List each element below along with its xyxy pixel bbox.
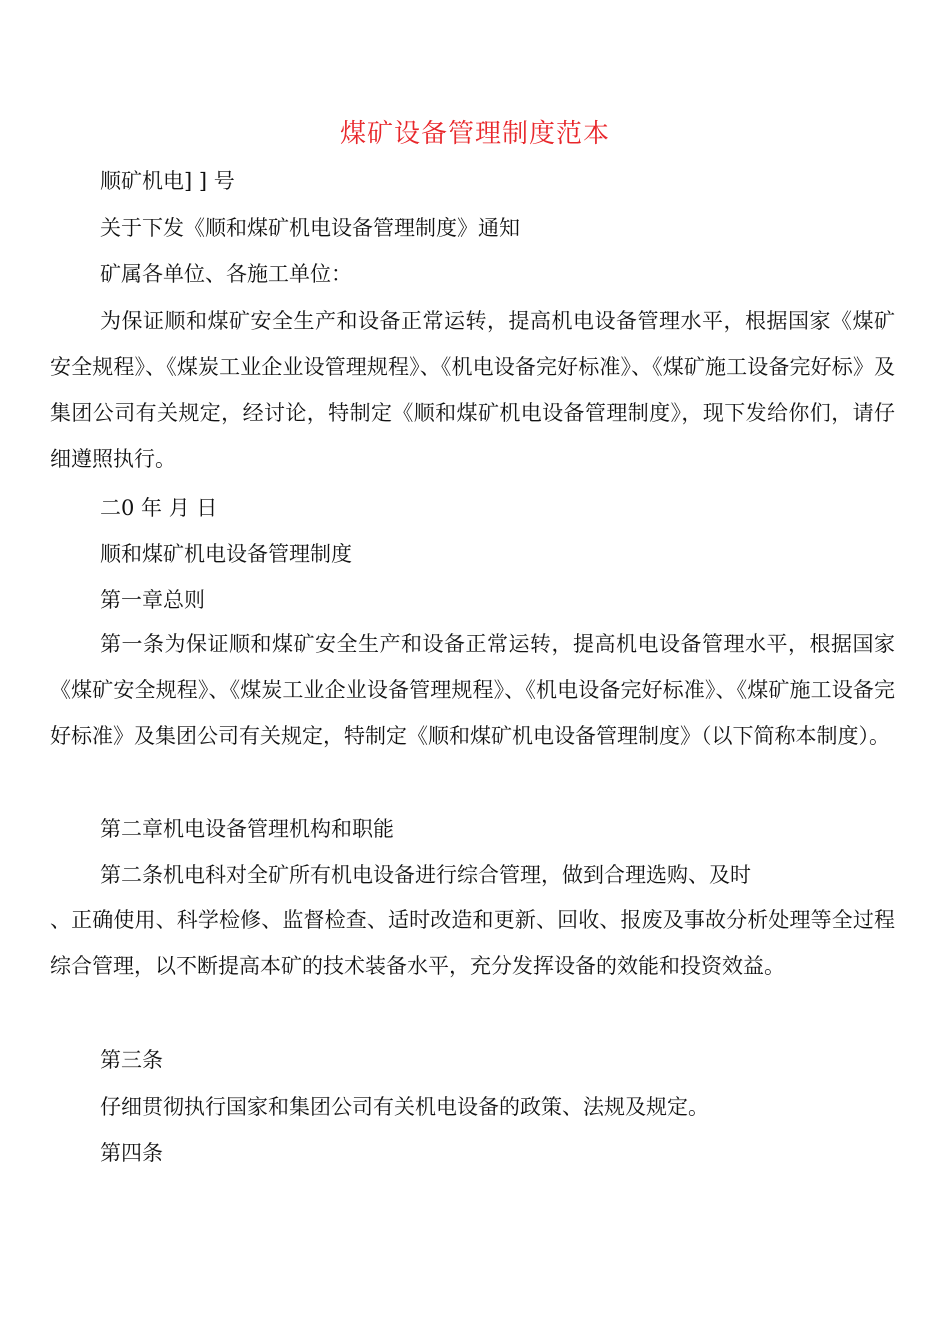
date-line: 二0 年 月 日 [100, 496, 218, 520]
article-2-first-line: 第二条机电科对全矿所有机电设备进行综合管理，做到合理选购、及时 [100, 863, 751, 887]
article-3-heading: 第三条 [100, 1048, 163, 1072]
chapter-heading-1: 第一章总则 [100, 588, 205, 612]
regulation-title: 顺和煤矿机电设备管理制度 [100, 542, 352, 566]
document-title: 煤矿设备管理制度范本 [339, 119, 610, 149]
article-2-continuation: 、正确使用、科学检修、监督检查、适时改造和更新、回收、报废及事故分析处理等全过程综合管理，以不断提高本矿的技术装备水平，充分发挥设备的效能和投资效益。 [50, 908, 895, 978]
chapter-heading-2: 第二章机电设备管理机构和职能 [100, 817, 394, 841]
intro-paragraph: 为保证顺和煤矿安全生产和设备正常运转，提高机电设备管理水平，根据国家《煤矿安全规程》、《煤炭工业企业设管理规程》、《机电设备完好标准》、《煤矿施工设备完好标》及集团公司有关规定，经讨论，特制定《顺和煤矿机电设备管理制度》，现下发给你们，请仔细遵照执行。 [50, 309, 895, 471]
notice-title: 关于下发《顺和煤矿机电设备管理制度》通知 [100, 216, 520, 240]
article-1-paragraph: 第一条为保证顺和煤矿安全生产和设备正常运转，提高机电设备管理水平，根据国家《煤矿安全规程》、《煤炭工业企业设备管理规程》、《机电设备完好标准》、《煤矿施工设备完好标准》及集团公司有关规定，特制定《顺和煤矿机电设备管理制度》（以下简称本制度）。 [50, 632, 895, 748]
article-3-text: 仔细贯彻执行国家和集团公司有关机电设备的政策、法规及规定。 [100, 1095, 709, 1119]
article-4-heading: 第四条 [100, 1141, 163, 1165]
addressee-line: 矿属各单位、各施工单位： [100, 262, 352, 286]
document-number: 顺矿机电] ] 号 [100, 169, 235, 193]
